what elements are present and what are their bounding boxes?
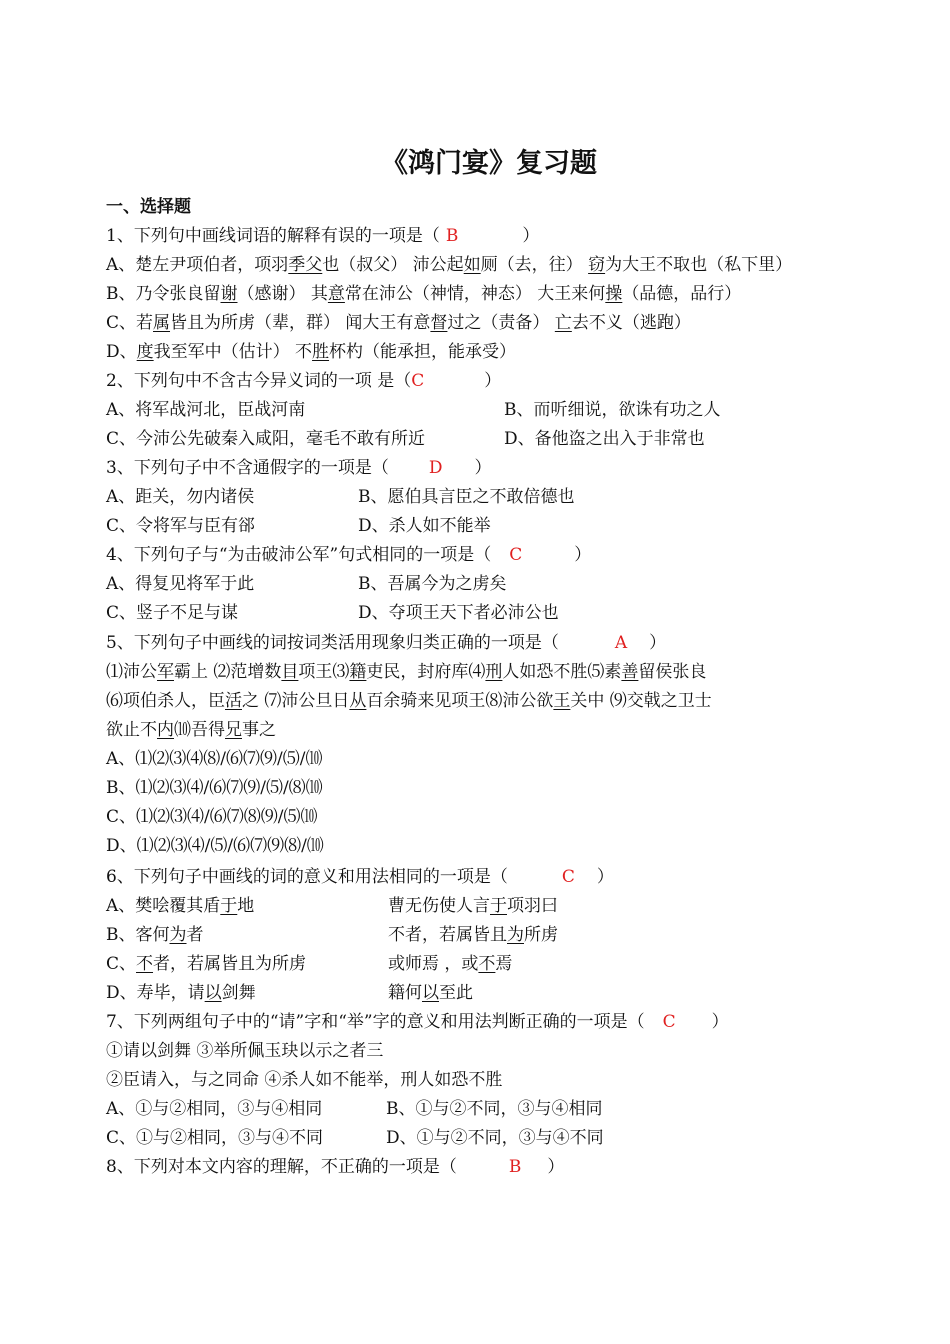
question-1-option-c: C、若属皆且为所虏（辈，群） 闻大王有意督过之（责备） 亡去不义（逃跑） bbox=[106, 313, 691, 333]
question-2-option-b: B、而听细说，欲诛有功之人 bbox=[504, 400, 721, 420]
question-7-option-b: B、①与②不同，③与④相同 bbox=[386, 1099, 603, 1119]
question-4-stem: 4、下列句子与“为击破沛公军”句式相同的一项是（ C ） bbox=[106, 545, 592, 565]
question-7-sentences-line-2: ②臣请入，与之同命 ④杀人如不能举，刑人如恐不胜 bbox=[106, 1070, 503, 1090]
question-1-option-a: A、楚左尹项伯者，项羽季父也（叔父） 沛公起如厕（去，往） 窃为大王不取也（私下里） bbox=[106, 255, 793, 275]
question-5-option-d: D、⑴⑵⑶⑷/⑸/⑹⑺⑼⑻/⑽ bbox=[106, 836, 324, 856]
question-2-option-c: C、今沛公先破秦入咸阳，毫毛不敢有所近 bbox=[106, 429, 426, 449]
answer-mark: C bbox=[561, 867, 575, 887]
question-2-stem: 2、下列句中不含古今异义词的一项 是（C ） bbox=[106, 371, 502, 391]
section-heading: 一、选择题 bbox=[106, 197, 191, 217]
question-3-option-b: B、愿伯具言臣之不敢倍德也 bbox=[358, 487, 575, 507]
question-4-option-a: A、得复见将军于此 bbox=[106, 574, 255, 594]
answer-mark: B bbox=[445, 226, 459, 246]
question-6-option-c-right: 或师焉 ，或不焉 bbox=[388, 954, 513, 974]
question-5-sentence-line-1: ⑴沛公军霸上 ⑵范增数目项王⑶籍吏民，封府库⑷刑人如恐不胜⑸素善留侯张良 bbox=[106, 662, 707, 682]
question-6-option-d-right: 籍何以至此 bbox=[388, 983, 473, 1003]
question-4-option-b: B、吾属今为之虏矣 bbox=[358, 574, 507, 594]
question-6-option-d-left: D、寿毕，请以剑舞 bbox=[106, 983, 256, 1003]
question-6-stem: 6、下列句子中画线的词的意义和用法相同的一项是（ C ） bbox=[106, 867, 614, 887]
question-1-option-b: B、乃令张良留谢（感谢） 其意常在沛公（神情，神态） 大王来何操（品德，品行） bbox=[106, 284, 742, 304]
question-3-option-d: D、杀人如不能举 bbox=[358, 516, 491, 536]
document-title: 《鸿门宴》复习题 bbox=[381, 148, 597, 179]
question-7-option-d: D、①与②不同，③与④不同 bbox=[386, 1128, 604, 1148]
answer-mark: D bbox=[428, 458, 443, 478]
question-8-stem: 8、下列对本文内容的理解，不正确的一项是（ B ） bbox=[106, 1157, 565, 1177]
question-7-sentences-line-1: ①请以剑舞 ③举所佩玉玦以示之者三 bbox=[106, 1041, 384, 1061]
question-3-option-c: C、令将军与臣有郤 bbox=[106, 516, 256, 536]
question-5-sentence-line-3: 欲止不内⑽吾得兄事之 bbox=[106, 720, 276, 740]
question-6-option-a-right: 曹无伤使人言于项羽曰 bbox=[388, 896, 558, 916]
question-5-stem: 5、下列句子中画线的词按词类活用现象归类正确的一项是（ A ） bbox=[106, 633, 667, 653]
answer-mark: A bbox=[614, 633, 628, 653]
question-3-stem: 3、下列句子中不含通假字的一项是（ D ） bbox=[106, 458, 492, 478]
question-1-option-d: D、度我至军中（估计） 不胜杯杓（能承担，能承受） bbox=[106, 342, 517, 362]
question-6-option-a-left: A、樊哙覆其盾于地 bbox=[106, 896, 255, 916]
question-2-option-d: D、备他盗之出入于非常也 bbox=[504, 429, 705, 449]
question-6-option-b-left: B、客何为者 bbox=[106, 925, 204, 945]
question-5-option-a: A、⑴⑵⑶⑷⑻/⑹⑺⑼/⑸/⑽ bbox=[106, 749, 323, 769]
question-5-sentence-line-2: ⑹项伯杀人，臣活之 ⑺沛公旦日从百余骑来见项王⑻沛公欲王关中 ⑼交戟之卫士 bbox=[106, 691, 712, 711]
answer-mark: C bbox=[662, 1012, 676, 1032]
question-7-option-c: C、①与②相同，③与④不同 bbox=[106, 1128, 324, 1148]
question-6-option-b-right: 不者，若属皆且为所虏 bbox=[388, 925, 558, 945]
question-4-option-d: D、夺项王天下者必沛公也 bbox=[358, 603, 559, 623]
question-7-option-a: A、①与②相同，③与④相同 bbox=[106, 1099, 323, 1119]
question-1-stem: 1、下列句中画线词语的解释有误的一项是（ B ） bbox=[106, 226, 540, 246]
question-6-option-c-left: C、不者，若属皆且为所虏 bbox=[106, 954, 307, 974]
question-5-option-c: C、⑴⑵⑶⑷/⑹⑺⑻⑼/⑸⑽ bbox=[106, 807, 318, 827]
question-7-stem: 7、下列两组句子中的“请”字和“举”字的意义和用法判断正确的一项是（ C ） bbox=[106, 1012, 729, 1032]
question-3-option-a: A、距关，勿内诸侯 bbox=[106, 487, 255, 507]
question-5-option-b: B、⑴⑵⑶⑷/⑹⑺⑼/⑸/⑻⑽ bbox=[106, 778, 323, 798]
question-4-option-c: C、竖子不足与谋 bbox=[106, 603, 239, 623]
question-2-option-a: A、将军战河北，臣战河南 bbox=[106, 400, 306, 420]
answer-mark: C bbox=[411, 371, 425, 391]
answer-mark: B bbox=[508, 1157, 522, 1177]
answer-mark: C bbox=[509, 545, 523, 565]
